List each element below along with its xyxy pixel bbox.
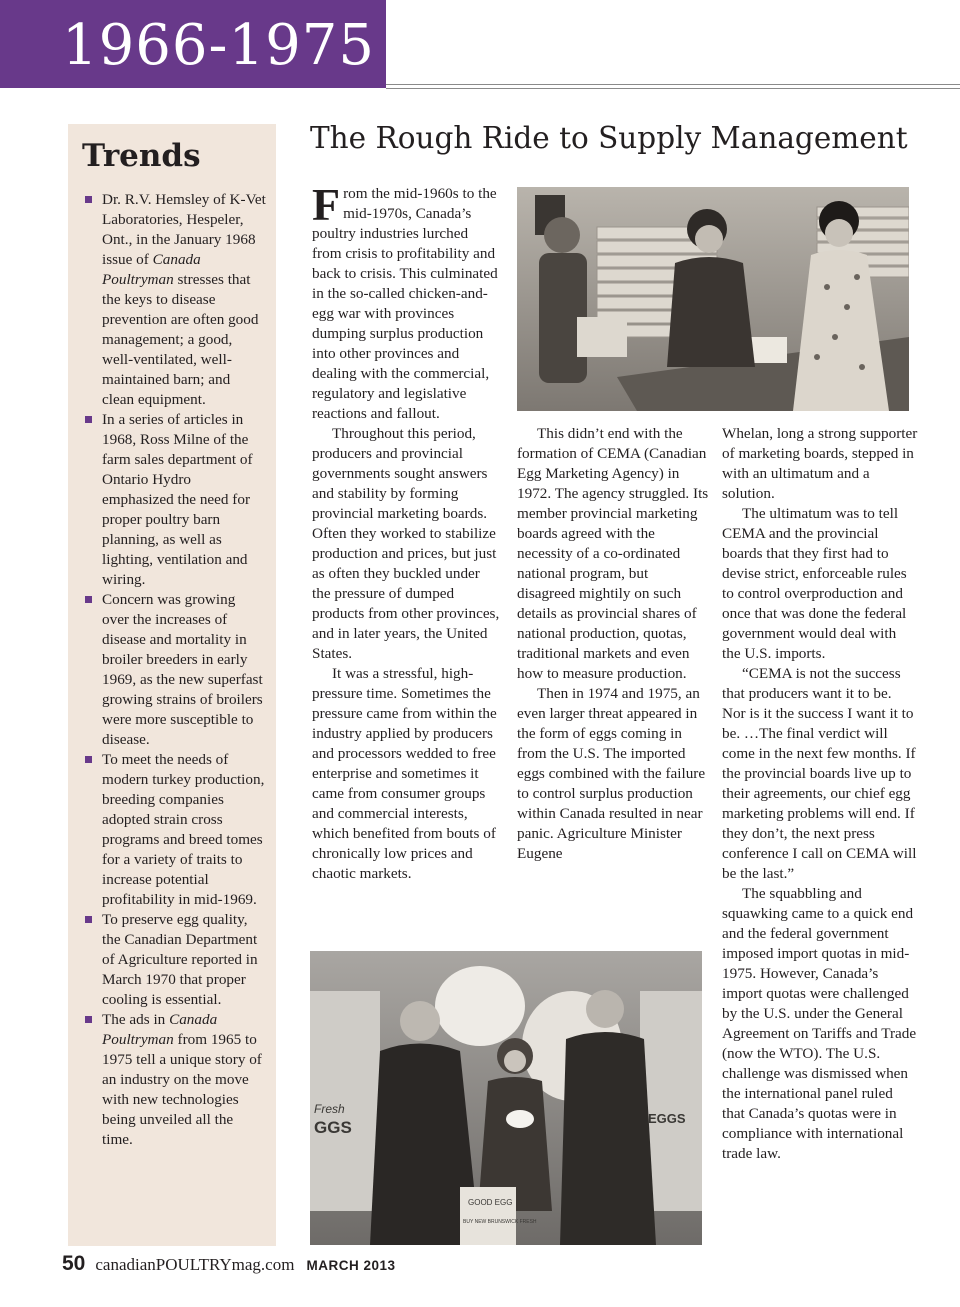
article-paragraph: From the mid-1960s to the mid-1970s, Canada’s poultry industries lurched from crisis to profitability and back to crisis. This culminated in the so-called chicken-and-egg war with provinces dumping surplus production into other provinces and dealing with the commercial, regulatory and legislative reactions and fallout.	[312, 179, 498, 422]
article-paragraph: Then in 1974 and 1975, an even larger threat appeared in the form of eggs coming in from the U.S. The imported eggs combined with the failure to control surplus production within Canada resulted in near panic. Agriculture Minister Eugene	[517, 685, 706, 862]
article-column-1	[312, 179, 500, 884]
trend-item: In a series of articles in 1968, Ross Milne of the farm sales department of Ontario Hydro emphasized the need for proper poultry barn planning, as well as lighting, ventilation and wiring.	[82, 410, 266, 590]
issue-date: MARCH 2013	[306, 1258, 396, 1273]
article-column-3	[722, 424, 918, 1164]
article-paragraph: Throughout this period, producers and provincial governments sought answers and stability by forming provincial marketing boards. Often they worked to stabilize production and prices, but just as often they buckled under the pressure of dumped products from other provinces, and in later years, the United States.	[312, 425, 500, 662]
sign-text: Fresh	[314, 1102, 345, 1116]
sign-text: EGGS	[648, 1111, 686, 1126]
magazine-website: canadianPOULTRYmag.com	[95, 1255, 295, 1274]
trend-list	[82, 190, 266, 1150]
article-paragraph: Whelan, long a strong supporter of marketing boards, stepped in with an ultimatum and a solution.	[722, 425, 918, 502]
article-column-2	[517, 424, 709, 864]
trends-sidebar	[68, 124, 276, 1246]
page-footer	[62, 1252, 395, 1280]
trend-item: To preserve egg quality, the Canadian Department of Agriculture reported in March 1970 that proper cooling is essential.	[82, 910, 266, 1010]
drop-cap: F	[312, 179, 341, 230]
article-paragraph: “CEMA is not the success that producers want it to be. Nor is it the success I want it to be. …The final verdict will come in the next few months. If the provincial boards live up to their agreements, our chief egg marketing problems will end. If they don’t, the next press conference I call on CEMA will be the last.”	[722, 665, 917, 882]
section-header-bar	[0, 0, 386, 88]
sign-text: GOOD EGG	[468, 1198, 513, 1207]
article-title: The Rough Ride to Supply Management	[310, 121, 908, 155]
year-range-heading: 1966-1975	[62, 13, 375, 78]
egg-presentation-photo-art	[310, 951, 702, 1245]
article-paragraph: The squabbling and squawking came to a quick end and the federal government imposed import quotas in mid-1975. However, Canada’s import quotas were challenged by the U.S. under the General Agreement on Tariffs and Trade (now the WTO). The U.S. challenge was dismissed when the international panel ruled that Canada’s quotas were in compliance with international trade law.	[722, 885, 917, 1162]
egg-grading-photo-art	[517, 187, 909, 411]
trend-item: Dr. R.V. Hemsley of K-Vet Laboratories, Hespeler, Ont., in the January 1968 issue of Canada Poultryman stresses that the keys to disease prevention are often good management; a good, well-ventilated, well-maintained barn; and clean equipment.	[82, 190, 266, 410]
egg-presentation-photo	[310, 951, 702, 1245]
header-rule	[386, 88, 960, 89]
trend-item: To meet the needs of modern turkey production, breeding companies adopted strain cross programs and breed tomes for a variety of traits to increase potential profitability in mid-1969.	[82, 750, 266, 910]
sign-text: BUY NEW BRUNSWICK FRESH	[463, 1219, 537, 1225]
trend-item: The ads in Canada Poultryman from 1965 to 1975 tell a unique story of an industry on the move with new technologies being unveiled all the time.	[82, 1010, 266, 1150]
article-paragraph: This didn’t end with the formation of CEMA (Canadian Egg Marketing Agency) in 1972. The agency struggled. Its member provincial marketing boards agreed with the necessity of a co-ordinated national program, but disagreed mightily on such details as provincial shares of national production, quotas, traditional markets and even how to measure production.	[517, 425, 709, 682]
trend-item: Concern was growing over the increases of disease and mortality in broiler breeders in early 1969, as the new superfast growing strains of broilers were more susceptible to disease.	[82, 590, 266, 750]
article-paragraph: The ultimatum was to tell CEMA and the provincial boards that they first had to devise strict, enforceable rules to control overproduction and once that was done the federal government would deal with the U.S. imports.	[722, 505, 907, 662]
article-paragraph: It was a stressful, high-pressure time. Sometimes the pressure came from within the industry applied by producers and processors wedded to free enterprise and sometimes it came from consumer groups and commercial interests, which benefited from bouts of chronically low prices and chaotic markets.	[312, 665, 497, 882]
egg-grading-photo	[517, 187, 909, 411]
header-rule	[386, 84, 960, 85]
sidebar-title: Trends	[82, 138, 201, 174]
page-number: 50	[62, 1252, 86, 1275]
sign-text: GGS	[314, 1118, 352, 1137]
